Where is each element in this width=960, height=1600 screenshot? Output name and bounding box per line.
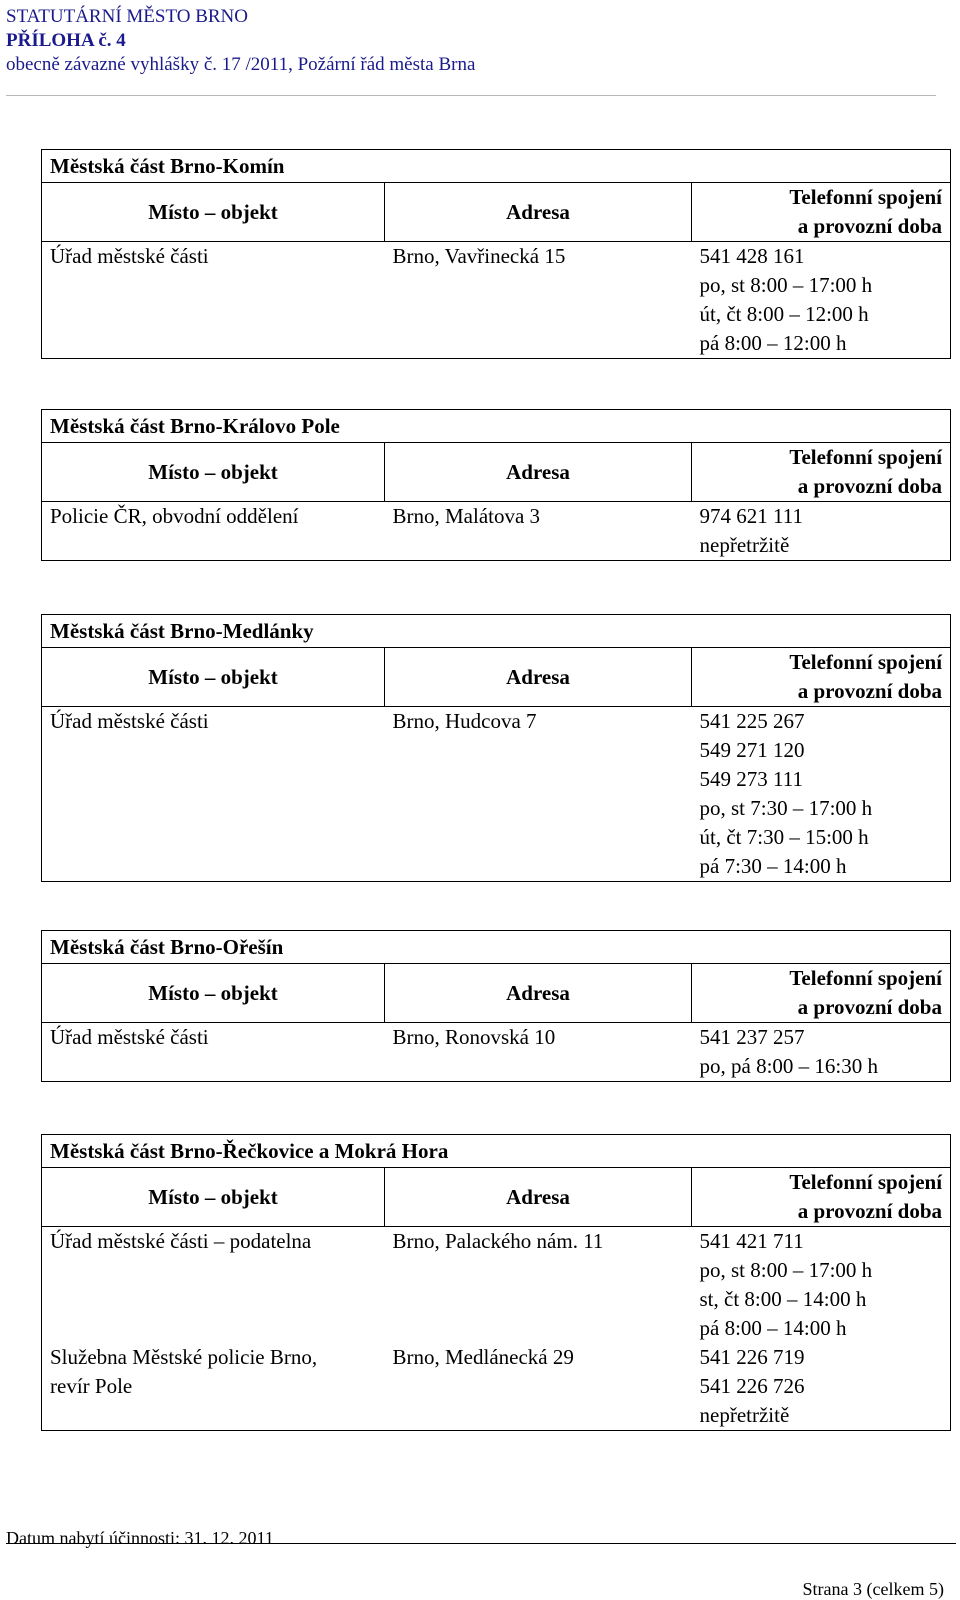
column-header-address: Adresa: [385, 183, 692, 242]
contact-line: 541 421 711: [699, 1229, 804, 1253]
footer-page-number: Strana 3 (celkem 5): [802, 1579, 944, 1599]
section-title-row: [42, 931, 951, 964]
contact-line: 549 273 111: [699, 767, 803, 791]
column-header-address: Adresa: [385, 964, 692, 1023]
contact-cell: [692, 242, 951, 359]
address-cell: Brno, Medlánecká 29: [385, 1343, 692, 1431]
page-header: [6, 0, 941, 78]
contact-line: 541 225 267: [699, 709, 805, 733]
contact-line: pá 8:00 – 12:00 h: [699, 331, 847, 355]
column-header-contact-line1: Telefonní spojení: [789, 966, 942, 990]
section-table: [41, 409, 951, 561]
section-title: Městská část Brno-Řečkovice a Mokrá Hora: [42, 1135, 951, 1168]
table-row: [42, 1227, 951, 1344]
column-header-place: Místo – objekt: [42, 183, 385, 242]
contact-line: 974 621 111: [699, 504, 803, 528]
contact-line: 549 271 120: [699, 738, 805, 762]
column-header-contact: [692, 648, 951, 707]
place-cell: [42, 1023, 385, 1082]
column-header-place: Místo – objekt: [42, 443, 385, 502]
contact-cell: [692, 707, 951, 882]
column-header-address: Adresa: [385, 648, 692, 707]
address-cell: Brno, Ronovská 10: [385, 1023, 692, 1082]
contact-cell: [692, 502, 951, 561]
section-title-row: [42, 150, 951, 183]
column-header-contact-line2: a provozní doba: [797, 1199, 943, 1223]
column-header-row: [42, 183, 951, 242]
place-line: Úřad městské části: [50, 1025, 209, 1049]
column-header-contact-line1: Telefonní spojení: [789, 445, 943, 469]
column-header-row: [42, 1168, 951, 1227]
place-line: revír Pole: [50, 1374, 133, 1398]
table-row: [42, 1023, 951, 1082]
address-cell: Brno, Hudcova 7: [385, 707, 692, 882]
section-title-row: [42, 1135, 951, 1168]
contact-cell: [692, 1343, 951, 1431]
column-header-contact-line1: Telefonní spojení: [789, 185, 943, 209]
header-regulation: obecně závazné vyhlášky č. 17 /2011, Požární řád města Brna: [6, 54, 476, 75]
table-row: [42, 1343, 951, 1431]
section-table: [41, 930, 951, 1082]
table-row: [42, 502, 951, 561]
address-cell: Brno, Palackého nám. 11: [385, 1227, 692, 1344]
column-header-row: [42, 964, 951, 1023]
section-title-row: [42, 615, 951, 648]
section-title: Městská část Brno-Komín: [42, 150, 951, 183]
place-line: Úřad městské části: [50, 709, 209, 733]
column-header-contact-line1: Telefonní spojení: [789, 650, 943, 674]
column-header-address: Adresa: [385, 1168, 692, 1227]
column-header-row: [42, 443, 951, 502]
address-cell: Brno, Vavřinecká 15: [385, 242, 692, 359]
header-annex: PŘÍLOHA č. 4: [6, 30, 126, 51]
place-cell: [42, 707, 385, 882]
section-table: [41, 149, 951, 359]
column-header-contact-line2: a provozní doba: [797, 474, 943, 498]
column-header-place: Místo – objekt: [42, 1168, 385, 1227]
table-row: [42, 707, 951, 882]
contact-line: po, st 7:30 – 17:00 h: [699, 796, 873, 820]
column-header-contact-line1: Telefonní spojení: [789, 1170, 943, 1194]
column-header-contact: [692, 1168, 951, 1227]
contact-line: po, st 8:00 – 17:00 h: [699, 1258, 873, 1282]
place-line: Služebna Městské policie Brno,: [50, 1345, 318, 1369]
contact-line: nepřetržitě: [699, 533, 790, 557]
place-line: Úřad městské části – podatelna: [50, 1229, 312, 1253]
column-header-row: [42, 648, 951, 707]
place-cell: [42, 1343, 385, 1431]
contact-line: po, st 8:00 – 17:00 h: [699, 273, 873, 297]
table-row: [42, 242, 951, 359]
column-header-contact: [692, 183, 951, 242]
contact-line: pá 7:30 – 14:00 h: [699, 854, 847, 878]
section-table: [41, 614, 951, 882]
contact-line: 541 226 726: [699, 1374, 805, 1398]
section-title-row: [42, 410, 951, 443]
section-title: Městská část Brno-Medlánky: [42, 615, 951, 648]
footer-effective-date: Datum nabytí účinnosti: 31. 12. 2011: [6, 1528, 274, 1548]
column-header-contact-line2: a provozní doba: [797, 214, 943, 238]
contact-line: pá 8:00 – 14:00 h: [699, 1316, 847, 1340]
contact-line: nepřetržitě: [699, 1403, 790, 1427]
column-header-contact-line2: a provozní doba: [797, 679, 943, 703]
address-cell: Brno, Malátova 3: [385, 502, 692, 561]
column-header-address: Adresa: [385, 443, 692, 502]
header-city: STATUTÁRNÍ MĚSTO BRNO: [6, 6, 248, 27]
place-cell: [42, 242, 385, 359]
section-table: [41, 1134, 951, 1431]
contact-line: út, čt 7:30 – 15:00 h: [699, 825, 869, 849]
place-line: Policie ČR, obvodní oddělení: [50, 504, 299, 528]
contact-line: út, čt 8:00 – 12:00 h: [699, 302, 869, 326]
contact-line: 541 226 719: [699, 1345, 805, 1369]
place-cell: [42, 502, 385, 561]
contact-line: 541 237 257: [699, 1025, 805, 1049]
contact-cell: [692, 1227, 951, 1344]
column-header-contact-line2: a provozní doba: [797, 995, 942, 1019]
header-divider: [6, 95, 936, 96]
contact-line: 541 428 161: [699, 244, 805, 268]
contact-line: st, čt 8:00 – 14:00 h: [699, 1287, 867, 1311]
contact-cell: [692, 1023, 951, 1082]
column-header-contact: [692, 964, 951, 1023]
column-header-place: Místo – objekt: [42, 648, 385, 707]
contact-line: po, pá 8:00 – 16:30 h: [699, 1054, 878, 1078]
place-cell: [42, 1227, 385, 1344]
column-header-contact: [692, 443, 951, 502]
place-line: Úřad městské části: [50, 244, 209, 268]
section-title: Městská část Brno-Ořešín: [42, 931, 951, 964]
section-title: Městská část Brno-Královo Pole: [42, 410, 951, 443]
column-header-place: Místo – objekt: [42, 964, 385, 1023]
